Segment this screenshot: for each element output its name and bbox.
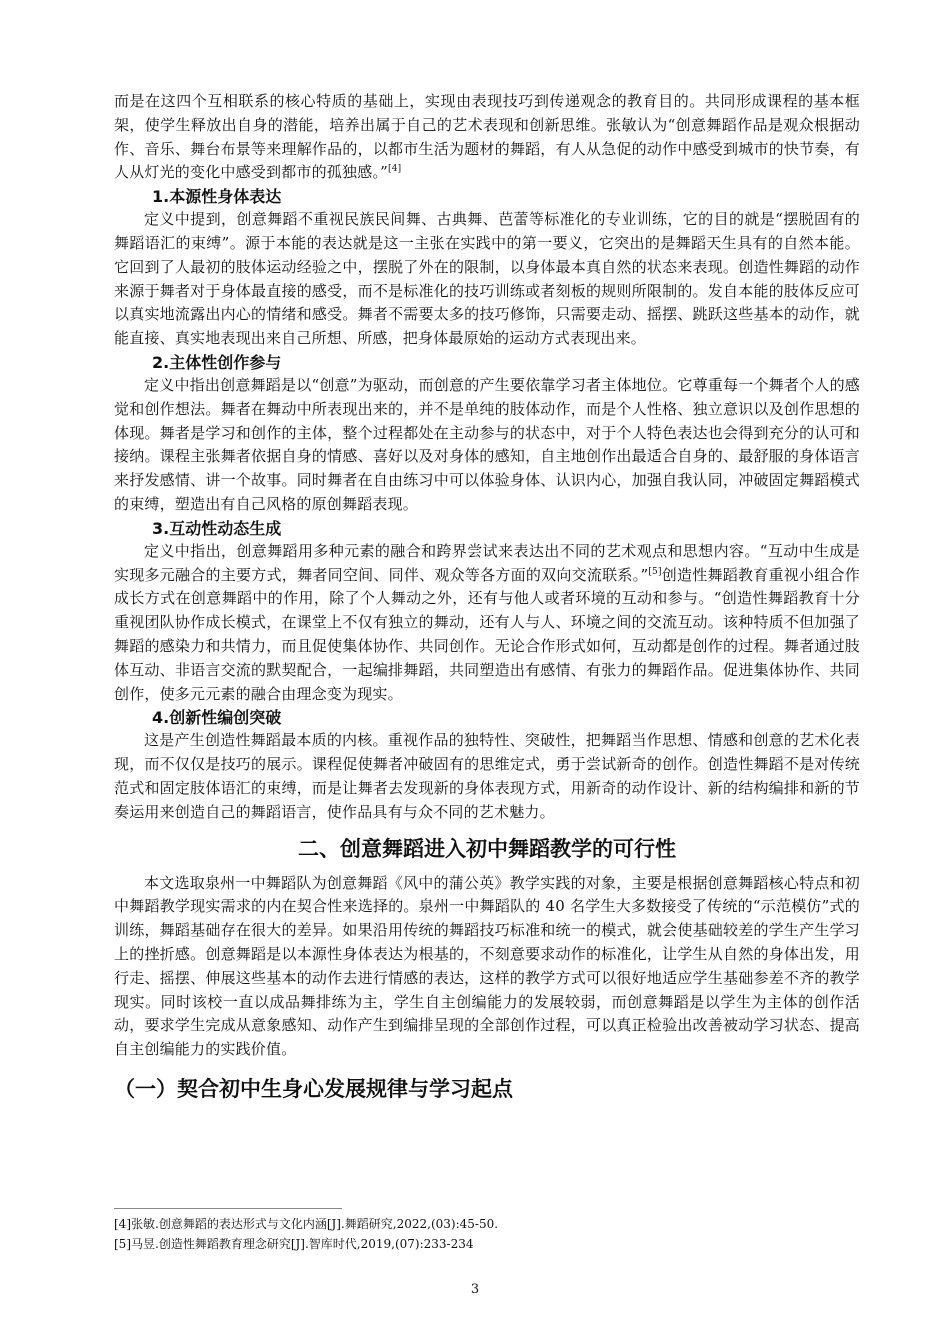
section-heading-3: 3.互动性动态生成 [152, 518, 282, 538]
footnote-ref-4[interactable]: [4] [387, 164, 402, 175]
footnote-divider [114, 1208, 342, 1209]
intro-text: 而是在这四个互相联系的核心特质的基础上，实现由表现技巧到传递观念的教育目的。共同形成课程的基本框架，使学生释放出自身的潜能，培养出属于自己的艺术表现和创新思维。张敏认为“创意舞蹈作品是观众根据动作、音乐、舞台布景等来理解作品的，以都市生活为题材的舞蹈，有人从急促的动作中感受到城市的快节奏，有人从灯光的变化中感受到都市的孤独感。” [114, 92, 860, 182]
footnote-4: [4]张敏.创意舞蹈的表达形式与文化内涵[J].舞蹈研究,2022,(03):45-50. [114, 1217, 499, 1231]
page-body [114, 90, 860, 1104]
footnote-ref-5[interactable]: [5] [648, 566, 662, 577]
section-heading-4: 4.创新性编创突破 [152, 708, 282, 728]
section-3-text-a: 定义中指出，创意舞蹈用多种元素的融合和跨界尝试来表达出不同的艺术观点和思想内容。“互动中生成是实现多元融合的主要方式，舞者同空间、同伴、观众等各方面的双向交流联系。” [114, 541, 860, 584]
footnotes [114, 1214, 860, 1254]
footnote-5: [5]马昱.创造性舞蹈教育理念研究[J].智库时代,2019,(07):233-234 [114, 1237, 474, 1251]
chapter-paragraph: 本文选取泉州一中舞蹈队为创意舞蹈《风中的蒲公英》教学实践的对象，主要是根据创意舞蹈核心特点和初中舞蹈教学现实需求的内在契合性来选择的。泉州一中舞蹈队的 40 名学生大多数接受了传统的“示范模仿”式的训练，舞蹈基础存在很大的差异。如果沿用传统的舞蹈技巧标准和统一的模式，就会使基础较差的学生产生学习上的挫折感。创意舞蹈是以本源性身体表达为根基的，不刻意要求动作的标准化，让学生从自然的身体出发，用行走、摇摆、伸展这些基本的动作去进行情感的表达，这样的教学方式可以很好地适应学生基础参差不齐的教学现实。同时该校一直以成品舞排练为主，学生自主创编能力的发展较弱，而创意舞蹈是以学生为主体的创作活动，要求学生完成从意象感知、动作产生到编排呈现的全部创作过程，可以真正检验出改善被动学习状态、提高自主创编能力的实践价值。 [114, 873, 860, 1059]
section-paragraph-4: 这是产生创造性舞蹈最本质的内核。重视作品的独特性、突破性，把舞蹈当作思想、情感和创意的艺术化表现，而不仅仅是技巧的展示。课程促使舞者冲破固有的思维定式，勇于尝试新奇的创作。创造性舞蹈不是对传统范式和固定肢体语汇的束缚，而是让舞者去发现新的身体表现方式，用新奇的动作设计、新的结构编排和新的节奏运用来创造自己的舞蹈语言，使作品具有与众不同的艺术魅力。 [114, 731, 860, 821]
page-number: 3 [470, 1282, 480, 1297]
intro-paragraph [114, 90, 860, 185]
section-paragraph-1: 定义中提到，创意舞蹈不重视民族民间舞、古典舞、芭蕾等标准化的专业训练，它的目的就是“摆脱固有的舞蹈语汇的束缚”。源于本能的表达就是这一主张在实践中的第一要义，它突出的是舞蹈天生具有的自然本能。它回到了人最初的肢体运动经验之中，摆脱了外在的限制，以身体最本真自然的状态来表现。创造性舞蹈的动作来源于舞者对于身体最直接的感受，而不是标准化的技巧训练或者刻板的规则所限制的。发自本能的肢体反应可以真实地流露出内心的情绪和感受。舞者不需要太多的技巧修饰，只需要走动、摇摆、跳跃这些基本的动作，就能直接、真实地表现出来自己所想、所感，把身体最原始的运动方式表现出来。 [114, 210, 860, 348]
section-3-text-b: 创造性舞蹈教育重视小组合作成长方式在创意舞蹈中的作用，除了个人舞动之外，还有与他人或者环境的互动和参与。“创造性舞蹈教育十分重视团队协作成长模式，在课堂上不仅有独立的舞动，还有人与人、环境之间的交流互动。该种特质不但加强了舞蹈的感染力和共情力，而且促使集体协作、共同创作。无论合作形式如何，互动都是创作的过程。舞者通过肢体互动、非语言交流的默契配合，一起编排舞蹈，共同塑造出有感情、有张力的舞蹈作品。促进集体协作、共同创作，使多元元素的融合由理念变为现实。 [114, 565, 860, 703]
section-paragraph-3 [114, 540, 860, 707]
section-heading-1: 1.本源性身体表达 [152, 187, 282, 207]
subsection-heading: （一）契合初中生身心发展规律与学习起点 [114, 1076, 513, 1101]
section-paragraph-2: 定义中指出创意舞蹈是以“创意”为驱动，而创意的产生要依靠学习者主体地位。它尊重每一个舞者个人的感觉和创作想法。舞者在舞动中所表现出来的，并不是单纯的肢体动作，而是个人性格、独立意识以及创作思想的体现。舞者是学习和创作的主体，整个过程都处在主动参与的状态中，对于个人特色表达也会得到充分的认可和接纳。课程主张舞者依据自身的情感、喜好以及对身体的感知，自主地创作出最适合自身的、最舒服的身体语言来抒发感情、讲一个故事。同时舞者在自由练习中可以体验身体、认识内心，加强自我认同，冲破固定舞蹈模式的束缚，塑造出有自己风格的原创舞蹈表现。 [114, 375, 860, 513]
chapter-heading: 二、创意舞蹈进入初中舞蹈教学的可行性 [298, 836, 676, 861]
section-heading-2: 2.主体性创作参与 [152, 352, 282, 372]
